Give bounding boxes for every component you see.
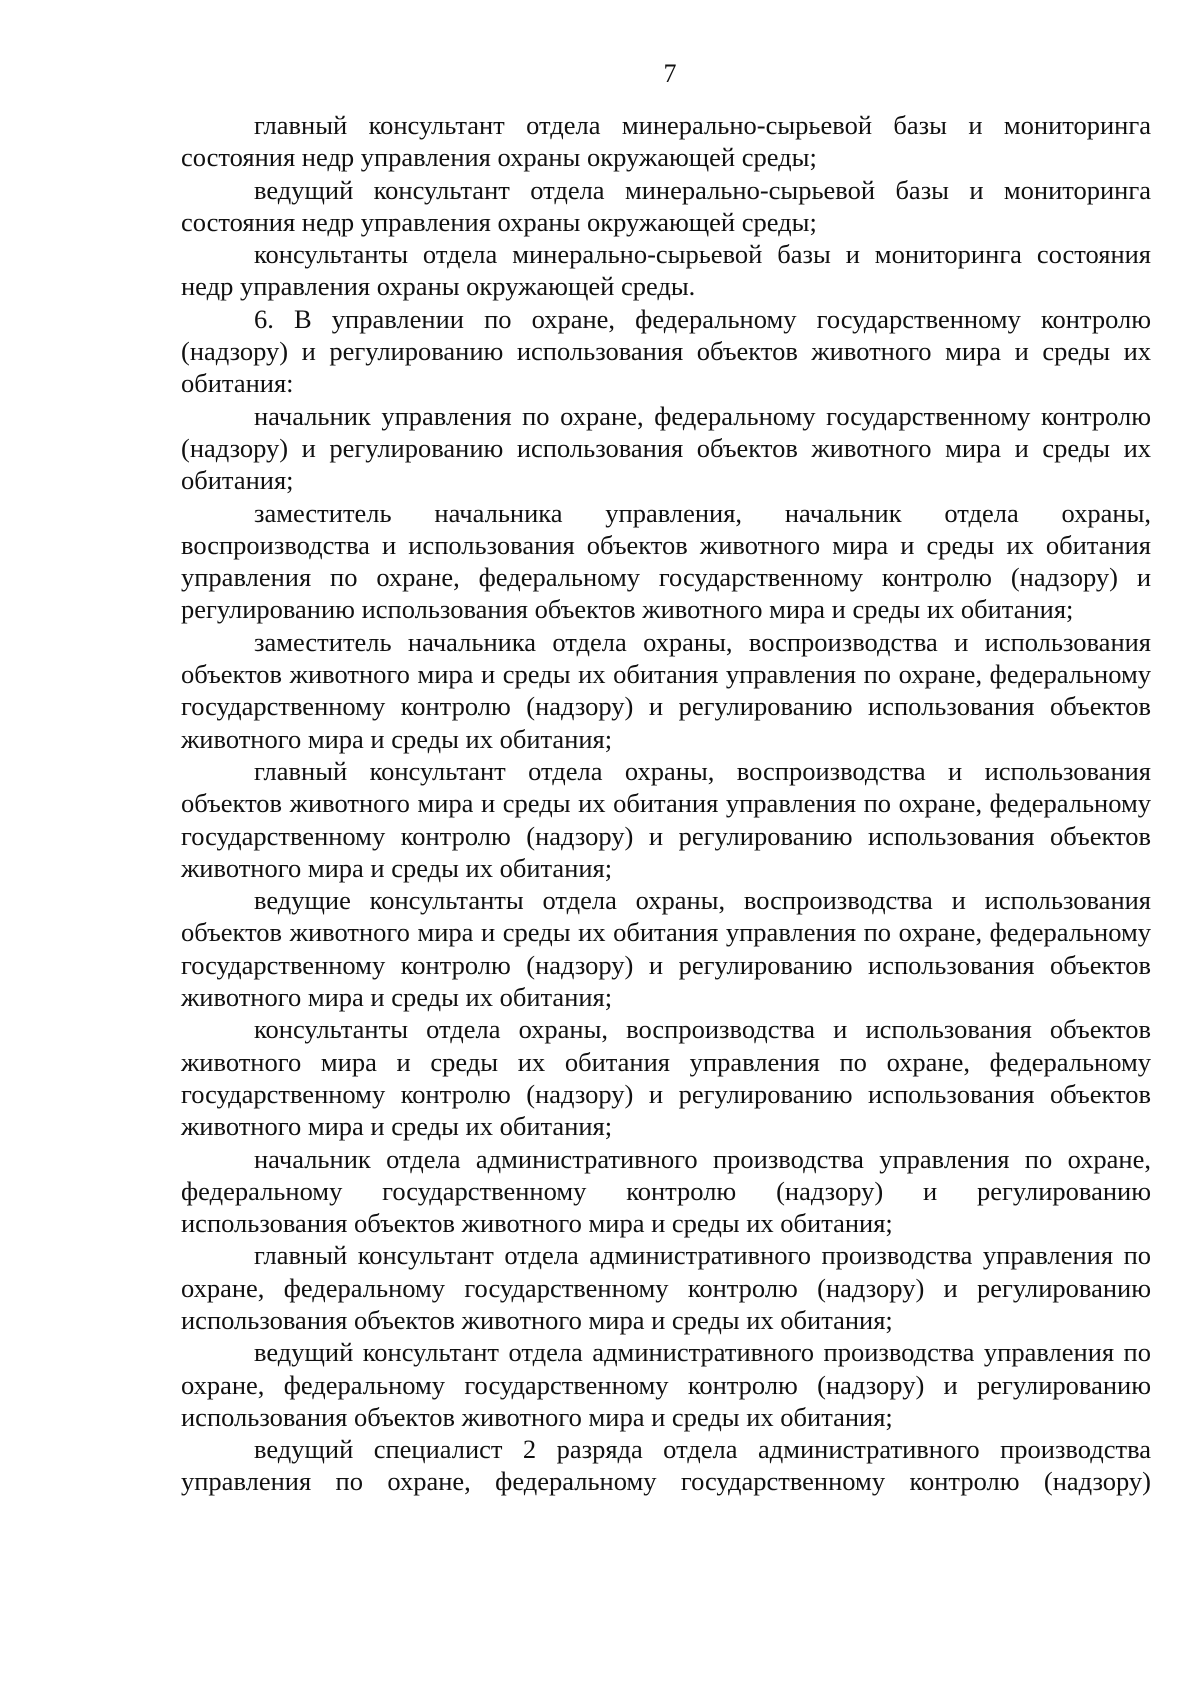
paragraph: консультанты отдела минерально-сырьевой базы и мониторинга состояния недр управления охраны окружающей среды. — [181, 239, 1151, 302]
document-body — [181, 109, 1151, 1498]
paragraph: ведущий специалист 2 разряда отдела административного производства управления по охране, федеральному государственному контролю (надзору) — [181, 1434, 1151, 1497]
paragraph: начальник отдела административного производства управления по охране, федеральному государственному контролю (надзору) и регулированию использования объектов животного мира и среды их обитания; — [181, 1143, 1151, 1239]
paragraph: ведущие консультанты отдела охраны, воспроизводства и использования объектов животного мира и среды их обитания управления по охране, федеральному государственному контролю (надзору) и регулированию использования объектов животного мира и среды их обитания; — [181, 885, 1151, 1013]
paragraph: заместитель начальника отдела охраны, воспроизводства и использования объектов животного мира и среды их обитания управления по охране, федеральному государственному контролю (надзору) и регулированию использования объектов животного мира и среды их обитания; — [181, 626, 1151, 754]
paragraph: 6. В управлении по охране, федеральному государственному контролю (надзору) и регулированию использования объектов животного мира и среды их обитания: — [181, 303, 1151, 399]
paragraph: заместитель начальника управления, начальник отдела охраны, воспроизводства и использования объектов животного мира и среды их обитания управления по охране, федеральному государственному контролю (надзору) и регулированию использования объектов животного мира и среды их обитания; — [181, 497, 1151, 625]
paragraph: главный консультант отдела минерально-сырьевой базы и мониторинга состояния недр управления охраны окружающей среды; — [181, 110, 1151, 173]
paragraph: главный консультант отдела охраны, воспроизводства и использования объектов животного мира и среды их обитания управления по охране, федеральному государственному контролю (надзору) и регулированию использования объектов животного мира и среды их обитания; — [181, 755, 1151, 883]
paragraph: консультанты отдела охраны, воспроизводства и использования объектов животного мира и среды их обитания управления по охране, федеральному государственному контролю (надзору) и регулированию использования объектов животного мира и среды их обитания; — [181, 1014, 1151, 1142]
paragraph: главный консультант отдела административного производства управления по охране, федеральному государственному контролю (надзору) и регулированию использования объектов животного мира и среды их обитания; — [181, 1240, 1151, 1335]
page-number: 7 — [663, 59, 677, 88]
paragraph: ведущий консультант отдела минерально-сырьевой базы и мониторинга состояния недр управления охраны окружающей среды; — [181, 174, 1151, 237]
paragraph: начальник управления по охране, федеральному государственному контролю (надзору) и регулированию использования объектов животного мира и среды их обитания; — [181, 400, 1151, 496]
paragraph: ведущий консультант отдела административного производства управления по охране, федеральному государственному контролю (надзору) и регулированию использования объектов животного мира и среды их обитания; — [181, 1337, 1151, 1432]
